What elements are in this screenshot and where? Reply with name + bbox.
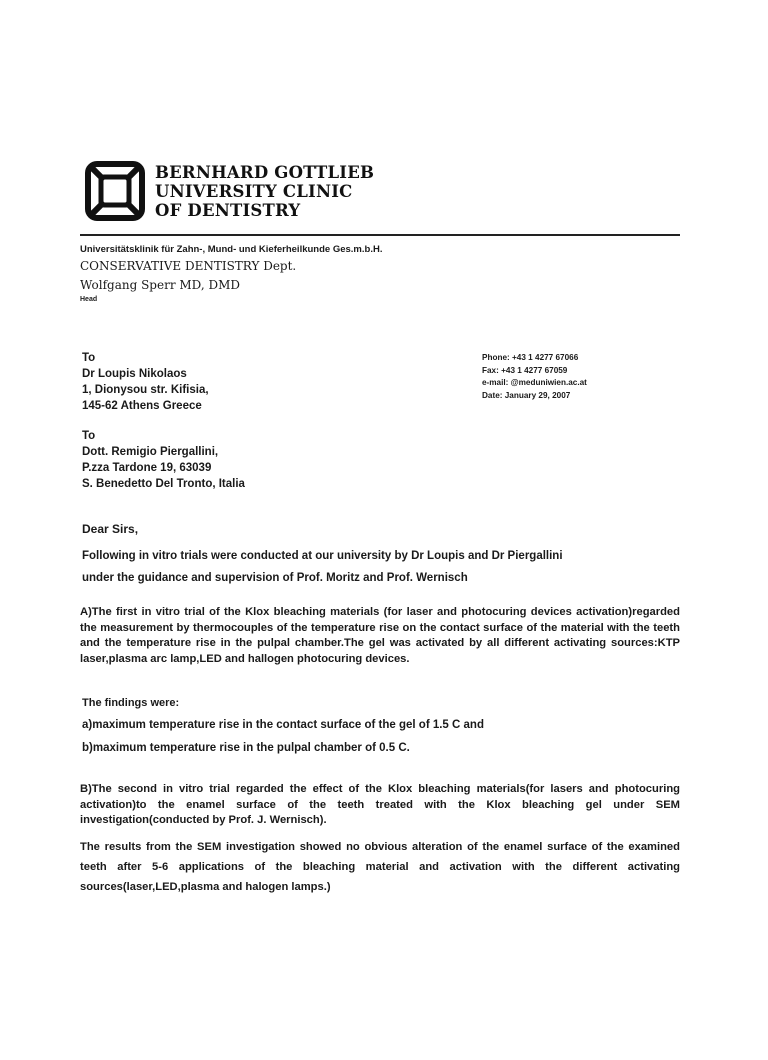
address-line: 1, Dionysou str. Kifisia, — [82, 384, 209, 396]
intro-line: under the guidance and supervision of Prof. Moritz and Prof. Wernisch — [82, 572, 468, 584]
department-name: CONSERVATIVE DENTISTRY Dept. — [80, 259, 297, 273]
recipient-address-2 — [82, 428, 245, 492]
section-a-paragraph: A)The first in vitro trial of the Klox bleaching materials (for laser and photocuring devices activation)regarded the measurement by thermocouples of the temperature rise on the contact surface of the material with the teeth and the temperature rise in the pulpal chamber.The gel was activated by all different activating sources:KTP laser,plasma arc lamp,LED and hallogen photocuring devices. — [80, 606, 680, 665]
finding-b: b)maximum temperature rise in the pulpal chamber of 0.5 C. — [82, 742, 410, 754]
address-line: Dr Loupis Nikolaos — [82, 368, 187, 380]
clinic-name — [155, 163, 374, 220]
letterhead-divider — [80, 234, 680, 236]
address-line: S. Benedetto Del Tronto, Italia — [82, 478, 245, 490]
findings-label: The findings were: — [82, 697, 180, 709]
letter-date: Date: January 29, 2007 — [482, 390, 571, 400]
address-line: Dott. Remigio Piergallini, — [82, 446, 219, 458]
department-block — [80, 243, 382, 305]
email-address: e-mail: @meduniwien.ac.at — [482, 378, 587, 387]
phone-number: Phone: +43 1 4277 67066 — [482, 353, 579, 362]
clinic-name-line: UNIVERSITY CLINIC — [155, 182, 353, 201]
recipient-address-1 — [82, 350, 209, 414]
intro-line: Following in vitro trials were conducted at our university by Dr Loupis and Dr Piergallini — [82, 550, 563, 562]
contact-block — [482, 352, 587, 402]
section-b-paragraph: B)The second in vitro trial regarded the effect of the Klox bleaching materials(for lasers and photocuring activation)to the enamel surface of the teeth treated with the Klox bleaching gel under SEM investigation(conducted by Prof. J. Wernisch). — [80, 783, 680, 827]
section-b-results: The results from the SEM investigation showed no obvious alteration of the enamel surface of the examined teeth after 5-6 applications of the bleaching material and activation with the different activating sources(laser,LED,plasma and halogen lamps.) — [80, 841, 680, 893]
address-line: P.zza Tardone 19, 63039 — [82, 462, 212, 474]
square-cross-logo-icon — [84, 160, 146, 222]
fax-number: Fax: +43 1 4277 67059 — [482, 365, 568, 375]
address-line: 145-62 Athens Greece — [82, 400, 202, 412]
intro-paragraph — [82, 545, 682, 589]
address-line: To — [82, 352, 96, 364]
institution-name: Universitätsklinik für Zahn-, Mund- und Kieferheilkunde Ges.m.b.H. — [80, 244, 383, 255]
finding-a: a)maximum temperature rise in the contact surface of the gel of 1.5 C and — [82, 719, 484, 731]
clinic-name-line: BERNHARD GOTTLIEB — [155, 163, 375, 182]
signer-role: Head — [80, 296, 98, 303]
clinic-name-line: OF DENTISTRY — [155, 201, 301, 220]
signer-name: Wolfgang Sperr MD, DMD — [80, 278, 241, 292]
salutation: Dear Sirs, — [82, 522, 139, 536]
address-line: To — [82, 430, 96, 442]
